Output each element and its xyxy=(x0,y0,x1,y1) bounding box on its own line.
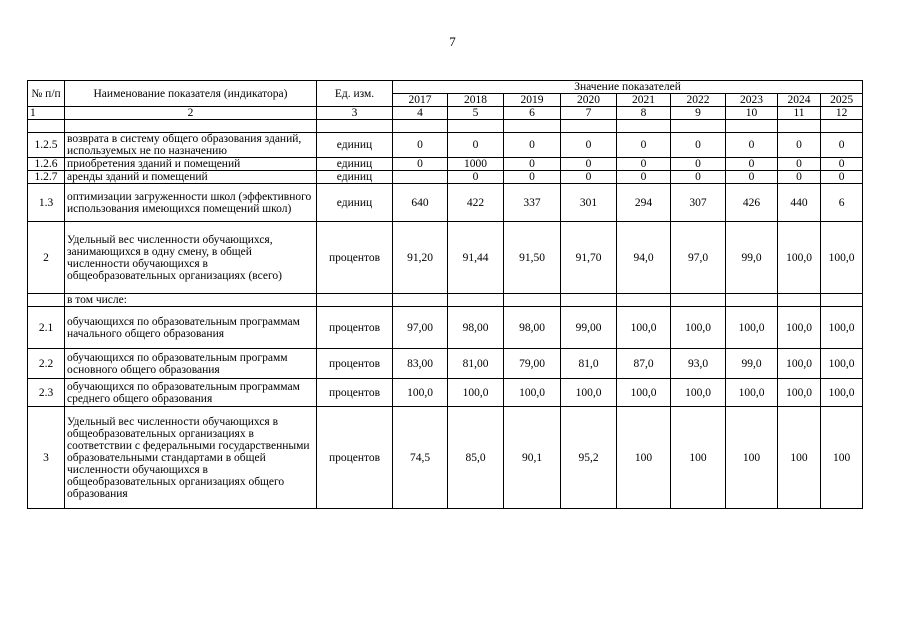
table-row xyxy=(28,349,863,379)
header-row-1 xyxy=(28,81,863,94)
value-cell: 94,0 xyxy=(617,222,671,294)
year-header: 2019 xyxy=(504,94,561,107)
value-cell: 0 xyxy=(821,158,863,171)
value-cell: 100,0 xyxy=(778,379,821,407)
value-cell: 640 xyxy=(393,184,448,222)
value-cell: 100,0 xyxy=(726,307,778,349)
value-cell: 0 xyxy=(778,133,821,158)
indicator-name: в том числе: xyxy=(65,294,317,307)
indicator-name: Удельный вес численности обучающихся, занимающихся в одну смену, в общей численности обучающихся в общеобразовательных организациях (всего) xyxy=(65,222,317,294)
value-cell: 100,0 xyxy=(671,307,726,349)
value-cell: 0 xyxy=(778,158,821,171)
table-row xyxy=(28,184,863,222)
value-cell: 100 xyxy=(778,407,821,509)
value-cell: 98,00 xyxy=(448,307,504,349)
table-body xyxy=(28,120,863,509)
col-number: 9 xyxy=(671,107,726,120)
value-cell: 97,0 xyxy=(671,222,726,294)
row-number xyxy=(28,294,65,307)
unit-cell: процентов xyxy=(317,349,393,379)
value-cell: 100,0 xyxy=(726,379,778,407)
row-number: 3 xyxy=(28,407,65,509)
year-header: 2023 xyxy=(726,94,778,107)
value-cell: 100,0 xyxy=(821,349,863,379)
indicator-name: обучающихся по образовательным программам начального общего образования xyxy=(65,307,317,349)
unit-cell: единиц xyxy=(317,171,393,184)
value-cell xyxy=(393,171,448,184)
column-number-row xyxy=(28,107,863,120)
value-cell: 440 xyxy=(778,184,821,222)
value-cell: 0 xyxy=(504,133,561,158)
values-group-header: Значение показателей xyxy=(393,81,863,94)
blank-row xyxy=(28,120,863,133)
unit-cell xyxy=(317,294,393,307)
value-cell: 0 xyxy=(726,171,778,184)
value-cell: 100,0 xyxy=(561,379,617,407)
value-cell: 0 xyxy=(561,133,617,158)
value-cell xyxy=(504,294,561,307)
table-row xyxy=(28,158,863,171)
unit-cell: процентов xyxy=(317,222,393,294)
name-header: Наименование показателя (индикатора) xyxy=(65,81,317,107)
value-cell: 100,0 xyxy=(821,379,863,407)
value-cell: 100,0 xyxy=(778,349,821,379)
col-number: 4 xyxy=(393,107,448,120)
value-cell: 79,00 xyxy=(504,349,561,379)
value-cell: 0 xyxy=(561,171,617,184)
indicator-name: обучающихся по образовательным программам среднего общего образования xyxy=(65,379,317,407)
indicator-name: возврата в систему общего образования зданий, используемых не по назначению xyxy=(65,133,317,158)
unit-cell: процентов xyxy=(317,379,393,407)
value-cell: 81,00 xyxy=(448,349,504,379)
value-cell: 0 xyxy=(821,171,863,184)
year-header: 2024 xyxy=(778,94,821,107)
value-cell: 337 xyxy=(504,184,561,222)
value-cell: 100 xyxy=(617,407,671,509)
value-cell: 99,0 xyxy=(726,222,778,294)
row-number: 1.2.5 xyxy=(28,133,65,158)
value-cell: 426 xyxy=(726,184,778,222)
value-cell: 100 xyxy=(821,407,863,509)
page-number: 7 xyxy=(449,34,456,49)
year-header: 2022 xyxy=(671,94,726,107)
col-number: 5 xyxy=(448,107,504,120)
value-cell: 100,0 xyxy=(617,307,671,349)
row-number: 1.2.6 xyxy=(28,158,65,171)
indicator-name: аренды зданий и помещений xyxy=(65,171,317,184)
value-cell xyxy=(561,294,617,307)
value-cell: 91,50 xyxy=(504,222,561,294)
unit-cell: единиц xyxy=(317,184,393,222)
indicator-name: приобретения зданий и помещений xyxy=(65,158,317,171)
value-cell: 97,00 xyxy=(393,307,448,349)
col-number: 2 xyxy=(65,107,317,120)
value-cell: 91,70 xyxy=(561,222,617,294)
value-cell: 0 xyxy=(393,133,448,158)
value-cell: 0 xyxy=(504,158,561,171)
value-cell xyxy=(617,294,671,307)
value-cell: 6 xyxy=(821,184,863,222)
value-cell: 0 xyxy=(617,158,671,171)
unit-cell: единиц xyxy=(317,133,393,158)
value-cell: 100,0 xyxy=(448,379,504,407)
row-number: 2.1 xyxy=(28,307,65,349)
indicator-name: Удельный вес численности обучающихся в общеобразовательных организациях в соответствии с федеральными государственными образовательными стандартами в общей численности обучающихся в общеобразовательных организациях общего образования xyxy=(65,407,317,509)
value-cell: 0 xyxy=(671,158,726,171)
col-number: 11 xyxy=(778,107,821,120)
value-cell: 0 xyxy=(726,133,778,158)
value-cell: 0 xyxy=(726,158,778,171)
value-cell: 100,0 xyxy=(778,307,821,349)
row-number: 2 xyxy=(28,222,65,294)
value-cell: 100,0 xyxy=(617,379,671,407)
value-cell: 0 xyxy=(393,158,448,171)
value-cell xyxy=(778,294,821,307)
table-row xyxy=(28,379,863,407)
value-cell: 81,0 xyxy=(561,349,617,379)
col-number: 1 xyxy=(28,107,65,120)
value-cell: 100,0 xyxy=(821,222,863,294)
value-cell: 0 xyxy=(821,133,863,158)
unit-cell: процентов xyxy=(317,407,393,509)
year-header: 2018 xyxy=(448,94,504,107)
row-number: 1.2.7 xyxy=(28,171,65,184)
value-cell xyxy=(671,294,726,307)
value-cell: 74,5 xyxy=(393,407,448,509)
value-cell: 100,0 xyxy=(504,379,561,407)
value-cell: 0 xyxy=(671,133,726,158)
table-row xyxy=(28,222,863,294)
value-cell: 98,00 xyxy=(504,307,561,349)
unit-header: Ед. изм. xyxy=(317,81,393,107)
value-cell: 0 xyxy=(617,133,671,158)
indicator-name: обучающихся по образовательным программ основного общего образования xyxy=(65,349,317,379)
value-cell: 294 xyxy=(617,184,671,222)
col-number: 3 xyxy=(317,107,393,120)
row-number: 1.3 xyxy=(28,184,65,222)
table-row xyxy=(28,407,863,509)
value-cell: 100,0 xyxy=(821,307,863,349)
year-header: 2021 xyxy=(617,94,671,107)
value-cell: 1000 xyxy=(448,158,504,171)
value-cell xyxy=(821,294,863,307)
value-cell: 83,00 xyxy=(393,349,448,379)
unit-cell: процентов xyxy=(317,307,393,349)
year-header: 2017 xyxy=(393,94,448,107)
table-row xyxy=(28,307,863,349)
value-cell: 0 xyxy=(617,171,671,184)
value-cell: 0 xyxy=(448,133,504,158)
row-number: 2.3 xyxy=(28,379,65,407)
value-cell: 100,0 xyxy=(671,379,726,407)
value-cell: 301 xyxy=(561,184,617,222)
row-number: 2.2 xyxy=(28,349,65,379)
value-cell xyxy=(726,294,778,307)
indicator-name: оптимизации загруженности школ (эффективного использования имеющихся помещений школ) xyxy=(65,184,317,222)
table-row xyxy=(28,171,863,184)
value-cell: 0 xyxy=(778,171,821,184)
value-cell: 95,2 xyxy=(561,407,617,509)
col-number: 6 xyxy=(504,107,561,120)
year-header: 2020 xyxy=(561,94,617,107)
value-cell: 0 xyxy=(561,158,617,171)
value-cell: 100,0 xyxy=(778,222,821,294)
value-cell: 0 xyxy=(448,171,504,184)
value-cell: 0 xyxy=(504,171,561,184)
value-cell: 87,0 xyxy=(617,349,671,379)
value-cell: 99,00 xyxy=(561,307,617,349)
value-cell xyxy=(448,294,504,307)
value-cell xyxy=(393,294,448,307)
year-header: 2025 xyxy=(821,94,863,107)
value-cell: 93,0 xyxy=(671,349,726,379)
table-row xyxy=(28,133,863,158)
value-cell: 91,20 xyxy=(393,222,448,294)
value-cell: 90,1 xyxy=(504,407,561,509)
value-cell: 307 xyxy=(671,184,726,222)
value-cell: 0 xyxy=(671,171,726,184)
indicators-table xyxy=(27,80,863,509)
value-cell: 100 xyxy=(671,407,726,509)
value-cell: 422 xyxy=(448,184,504,222)
table-row xyxy=(28,294,863,307)
num-header: № п/п xyxy=(28,81,65,107)
value-cell: 91,44 xyxy=(448,222,504,294)
value-cell: 99,0 xyxy=(726,349,778,379)
value-cell: 100 xyxy=(726,407,778,509)
value-cell: 85,0 xyxy=(448,407,504,509)
unit-cell: единиц xyxy=(317,158,393,171)
value-cell: 100,0 xyxy=(393,379,448,407)
col-number: 10 xyxy=(726,107,778,120)
col-number: 8 xyxy=(617,107,671,120)
col-number: 12 xyxy=(821,107,863,120)
col-number: 7 xyxy=(561,107,617,120)
